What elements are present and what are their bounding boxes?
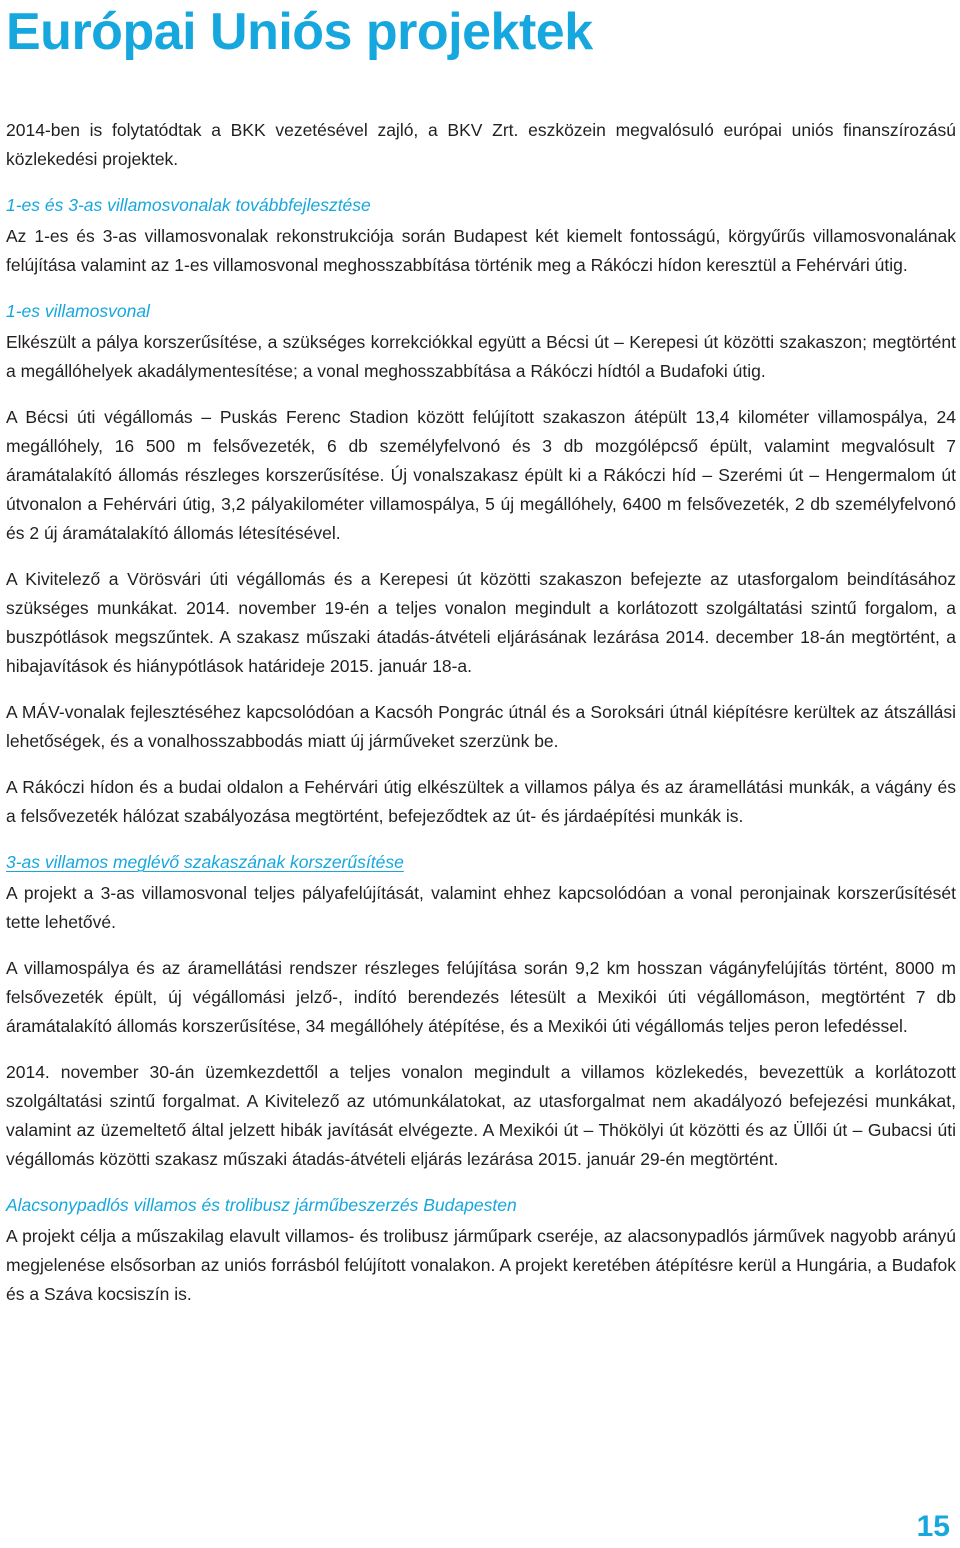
- paragraph: A villamospálya és az áramellátási rendszer részleges felújítása során 9,2 km hosszan vágányfelújítás történt, 8000 m felsővezeték épült, új végállomási jelző-, indító berendezés létesült a Mexikói úti végállomáson, megtörtént 7 db áramátalakító állomás korszerűsítése, 34 megállóhely átépítése, és a Mexikói úti végállomás teljes peron lefedéssel.: [6, 958, 956, 1036]
- section-heading-tram-1-3: 1-es és 3-as villamosvonalak továbbfejlesztése: [6, 195, 371, 215]
- paragraph: A Bécsi úti végállomás – Puskás Ferenc Stadion között felújított szakaszon átépült 13,4 kilométer villamospálya, 24 megállóhely, 16 500 m felsővezeték, 6 db személyfelvonó és 3 db mozgólépcső épült, valamint megvalósult 7 áramátalakító állomás részleges korszerűsítése. Új vonalszakasz épült ki a Rákóczi híd – Szerémi út – Hengermalom út útvonalon a Fehérvári útig, 3,2 pályakilométer villamospálya, 5 új megállóhely, 6400 m felsővezeték, 2 db személyfelvonó és 2 új áramátalakító állomás létesítésével.: [6, 407, 956, 543]
- paragraph: A Kivitelező a Vörösvári úti végállomás és a Kerepesi út közötti szakaszon befejezte az utasforgalom beindításához szükséges munkákat. 2014. november 19-én a teljes vonalon megindult a korlátozott szolgáltatási szintű forgalom, a buszpótlások megszűntek. A szakasz műszaki átadás-átvételi eljárásának lezárása 2014. december 18-án megtörtént, a hibajavítások és hiánypótlások határideje 2015. január 18-a.: [6, 569, 956, 676]
- paragraph: A MÁV-vonalak fejlesztéséhez kapcsolódóan a Kacsóh Pongrác útnál és a Soroksári útnál kiépítésre kerültek az átszállási lehetőségek, és a vonalhosszabbodás miatt új járműveket szerzünk be.: [6, 702, 956, 751]
- page-number: 15: [916, 1510, 950, 1543]
- paragraph: A projekt a 3-as villamosvonal teljes pályafelújítását, valamint ehhez kapcsolódóan a vonal peronjainak korszerűsítését tette lehetővé.: [6, 883, 956, 932]
- paragraph: 2014. november 30-án üzemkezdettől a teljes vonalon megindult a villamos közlekedés, bevezettük a korlátozott szolgáltatási szintű forgalmat. A Kivitelező az utómunkálatokat, az utasforgalmat nem akadályozó befejezési munkákat, valamint az üzemeltető által jelzett hibák javítását elvégezte. A Mexikói út – Thökölyi út közötti és az Üllői út – Gubacsi úti végállomás közötti szakasz műszaki átadás-átvételi eljárás lezárása 2015. január 29-én megtörtént.: [6, 1062, 956, 1169]
- section-heading-tram-3: 3-as villamos meglévő szakaszának korszerűsítése: [6, 852, 404, 872]
- section-heading-lowfloor: Alacsonypadlós villamos és trolibusz járműbeszerzés Budapesten: [6, 1195, 517, 1215]
- intro-paragraph: 2014-ben is folytatódtak a BKK vezetésével zajló, a BKV Zrt. eszközein megvalósuló európai uniós finanszírozású közlekedési projektek.: [6, 120, 956, 169]
- section-heading-tram-1: 1-es villamosvonal: [6, 301, 150, 321]
- article-body: [6, 116, 956, 1326]
- paragraph: A projekt célja a műszakilag elavult villamos- és trolibusz járműpark cseréje, az alacsonypadlós járművek nagyobb arányú megjelenése elsősorban az uniós forrásból felújított vonalakon. A projekt keretében átépítésre kerül a Hungária, a Budafok és a Száva kocsiszín is.: [6, 1226, 956, 1304]
- paragraph: Elkészült a pálya korszerűsítése, a szükséges korrekciókkal együtt a Bécsi út – Kerepesi út közötti szakaszon; megtörtént a megállóhelyek akadálymentesítése; a vonal meghosszabbítása a Rákóczi hídtól a Budafoki útig.: [6, 332, 956, 381]
- paragraph: A Rákóczi hídon és a budai oldalon a Fehérvári útig elkészültek a villamos pálya és az áramellátási munkák, a vágány és a felsővezeték hálózat szabályozása megtörtént, befejeződtek az út- és járdaépítési munkák is.: [6, 777, 956, 826]
- page-title: Európai Uniós projektek: [6, 3, 593, 61]
- paragraph: Az 1-es és 3-as villamosvonalak rekonstrukciója során Budapest két kiemelt fontosságú, körgyűrűs villamosvonalának felújítása valamint az 1-es villamosvonal meghosszabbítása történik meg a Rákóczi hídon keresztül a Fehérvári útig.: [6, 226, 956, 275]
